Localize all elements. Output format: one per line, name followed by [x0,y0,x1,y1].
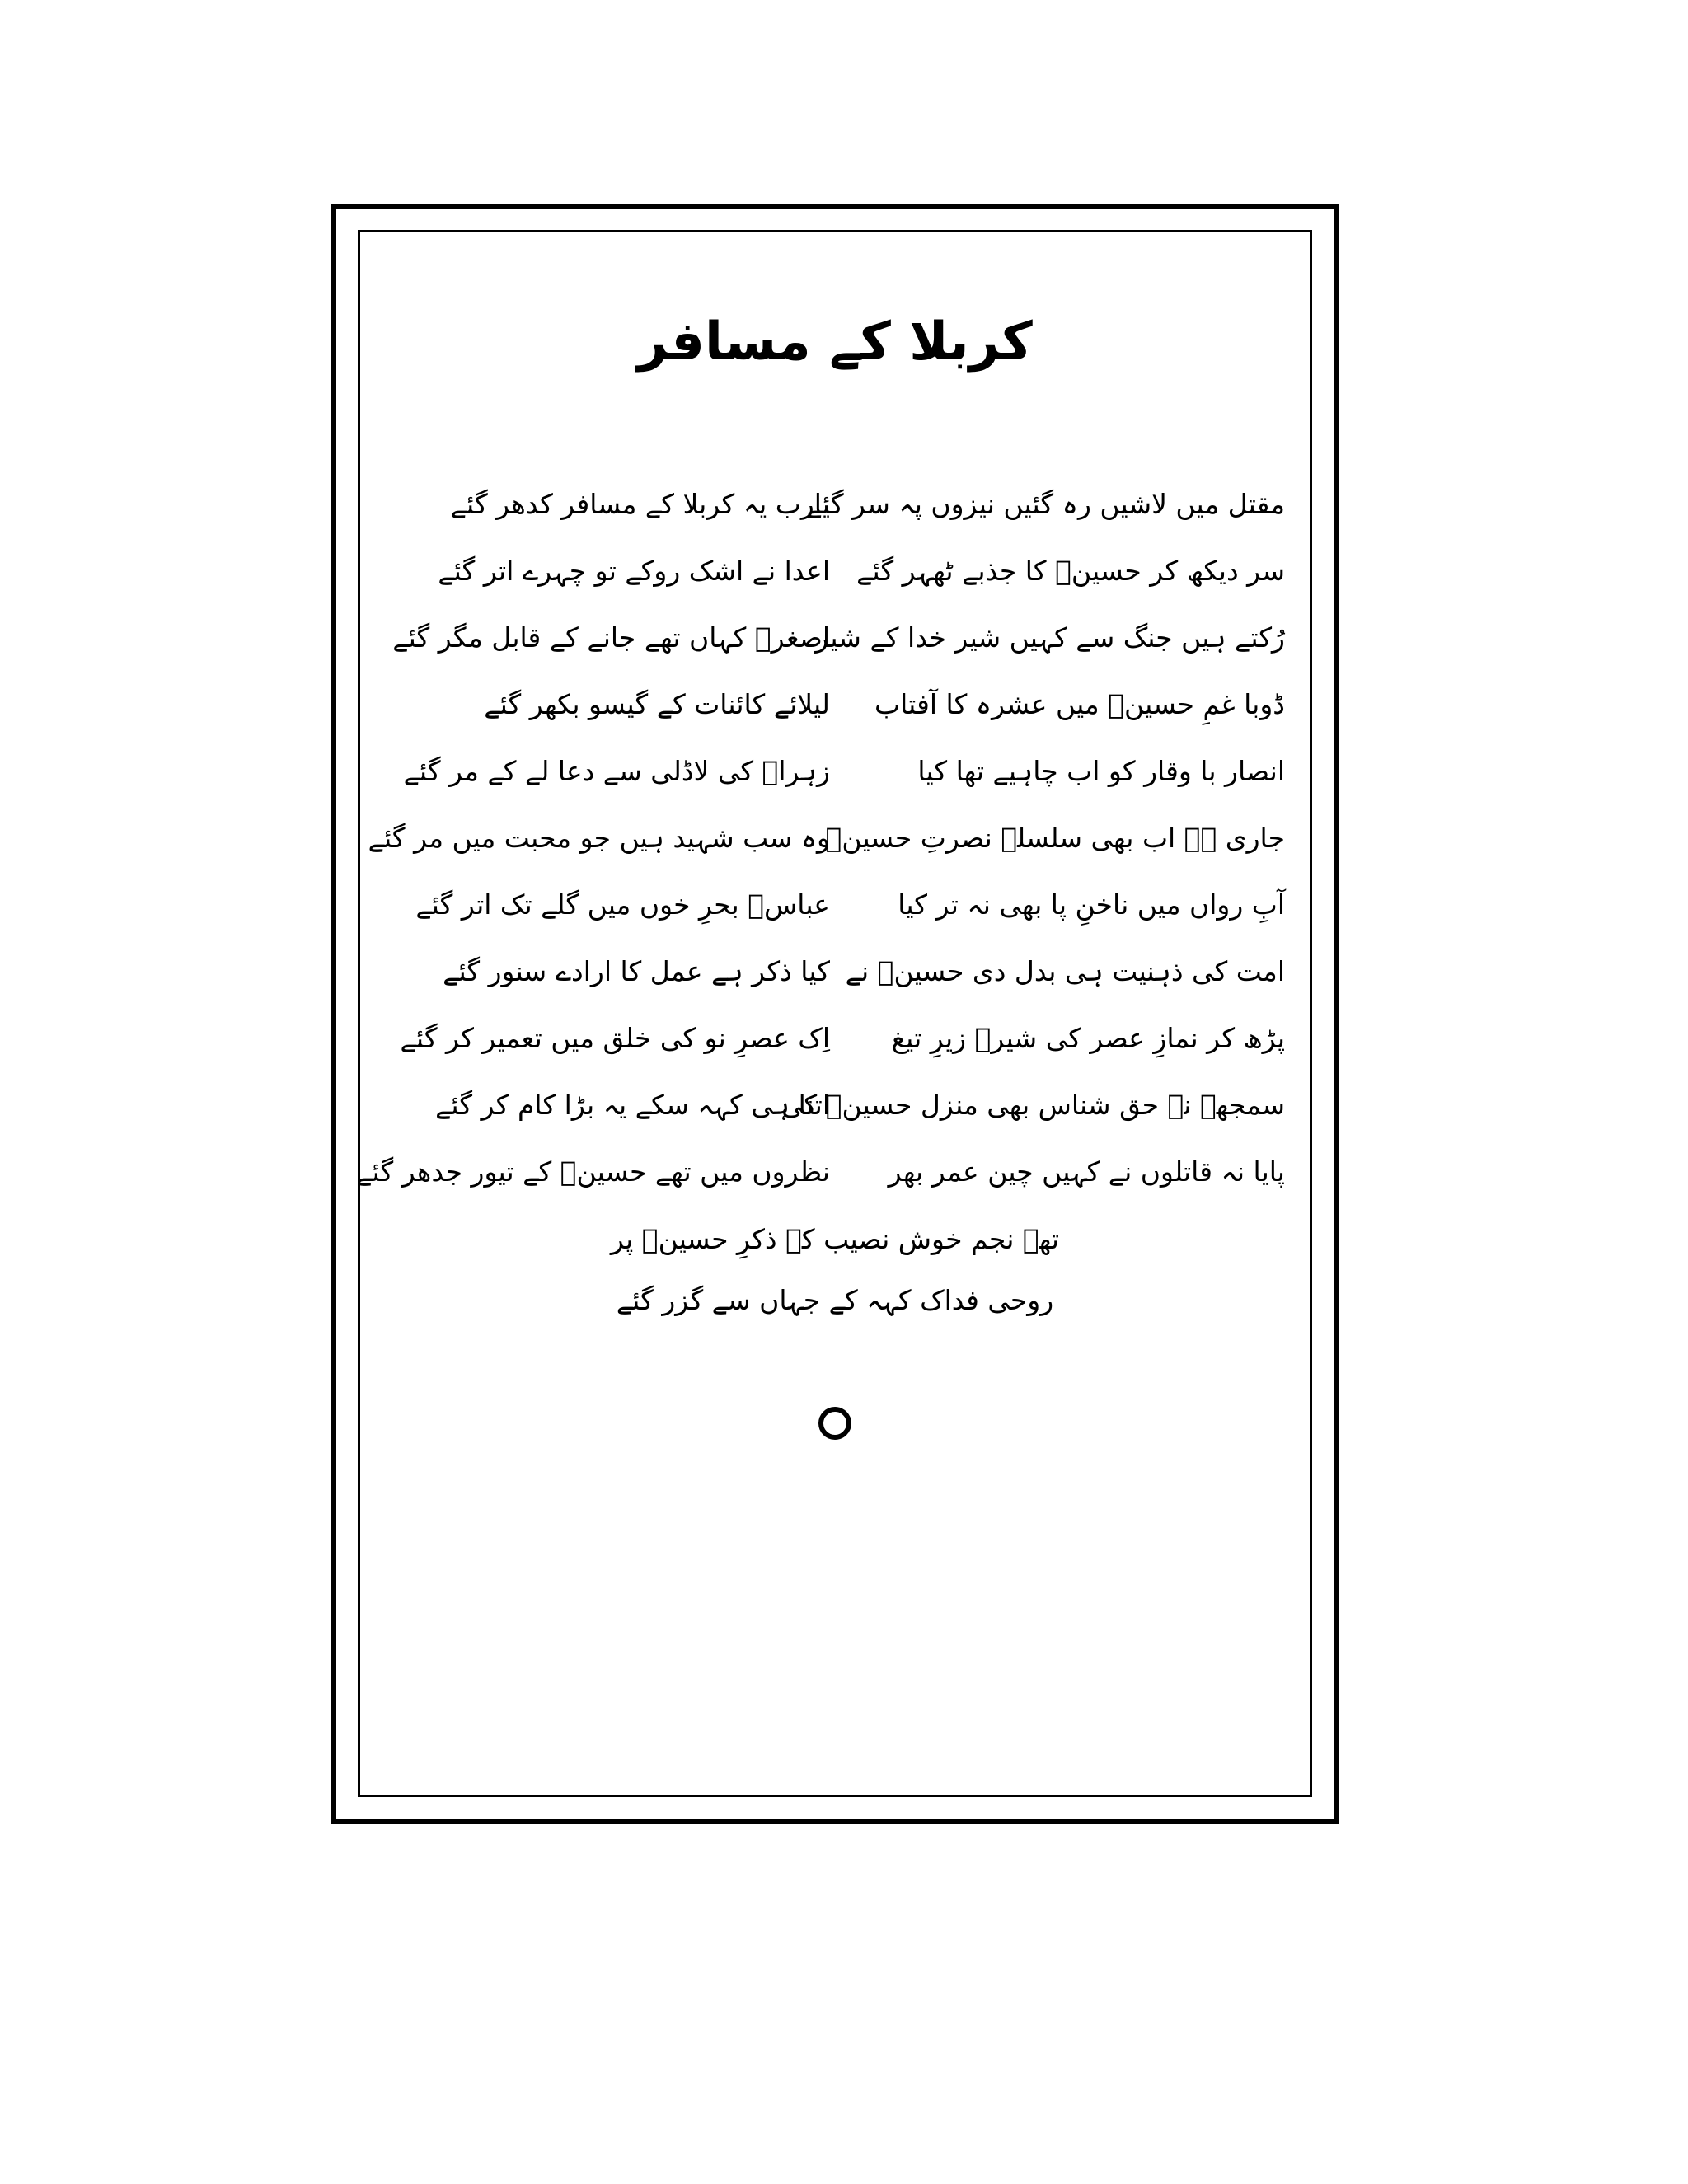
couplet-row [385,939,1285,1005]
misra-first: ڈوبا غمِ حسینؑ میں عشرہ کا آفتاب [874,688,1285,721]
misra-second: اعدا نے اشک روکے تو چہرے اتر گئے [438,555,830,588]
couplet-row [385,605,1285,672]
couplet-row [356,1139,1285,1206]
misra-second: نظروں میں تھے حسینؑ کے تیور جدھر گئے [356,1155,830,1188]
misra-first: رُکتے ہیں جنگ سے کہیں شیر خدا کے شیر [815,621,1285,654]
final-couplet [360,1209,1310,1331]
final-couplet-second-line: روحی فداک کہہ کے جہاں سے گزر گئے [616,1283,1054,1316]
misra-second: عباسؑ بحرِ خوں میں گلے تک اتر گئے [415,888,830,921]
misra-first: پڑھ کر نمازِ عصر کی شیرؑ زیرِ تیغ [891,1022,1285,1055]
misra-second: کیا ذکر ہے عمل کا ارادے سنور گئے [443,955,830,988]
couplet-row [368,805,1285,872]
page-inner-border [358,230,1312,1797]
couplet-list [356,471,1285,1206]
couplet-row [385,1005,1285,1072]
misra-first: سمجھے نہ حق شناس بھی منزل حسینؑ کی [781,1089,1285,1122]
couplet-row [385,872,1285,939]
misra-first: جاری ہے اب بھی سلسلۂ نصرتِ حسینؑ [825,822,1285,855]
couplet-row [385,538,1285,605]
couplet-row [385,738,1285,805]
misra-first: مقتل میں لاشیں رہ گئیں نیزوں پہ سر گئے [806,488,1285,521]
misra-first: امت کی ذہنیت ہی بدل دی حسینؑ نے [845,955,1285,988]
misra-first: سر دیکھ کر حسینؑ کا جذبے ٹھہر گئے [856,555,1285,588]
misra-first: پایا نہ قاتلوں نے کہیں چین عمر بھر [888,1155,1285,1188]
misra-first: آبِ رواں میں ناخنِ پا بھی نہ تر کیا [898,888,1285,921]
couplet-row [385,471,1285,538]
end-circle-icon [818,1407,851,1440]
final-couplet-first-line: تھے نجم خوش نصیب کہ ذکرِ حسینؑ پر [610,1222,1060,1255]
misra-second: زہراؑ کی لاڈلی سے دعا لے کے مر گئے [403,755,830,788]
couplet-row [385,1072,1285,1139]
misra-second: وہ سب شہید ہیں جو محبت میں مر گئے [368,822,830,855]
poem-title: کربلا کے مسافر [637,312,1033,373]
misra-second: لیلائے کائنات کے گیسو بکھر گئے [484,688,830,721]
couplet-row [385,672,1285,738]
misra-second: یارب یہ کربلا کے مسافر کدھر گئے [450,488,830,521]
misra-first: انصار با وقار کو اب چاہیے تھا کیا [917,755,1285,788]
misra-second: اِک عصرِ نو کی خلق میں تعمیر کر گئے [400,1022,830,1055]
misra-second: اتنا ہی کہہ سکے یہ بڑا کام کر گئے [435,1089,830,1122]
misra-second: اصغرؑ کہاں تھے جانے کے قابل مگر گئے [392,621,830,654]
page-frame [331,204,1339,1824]
